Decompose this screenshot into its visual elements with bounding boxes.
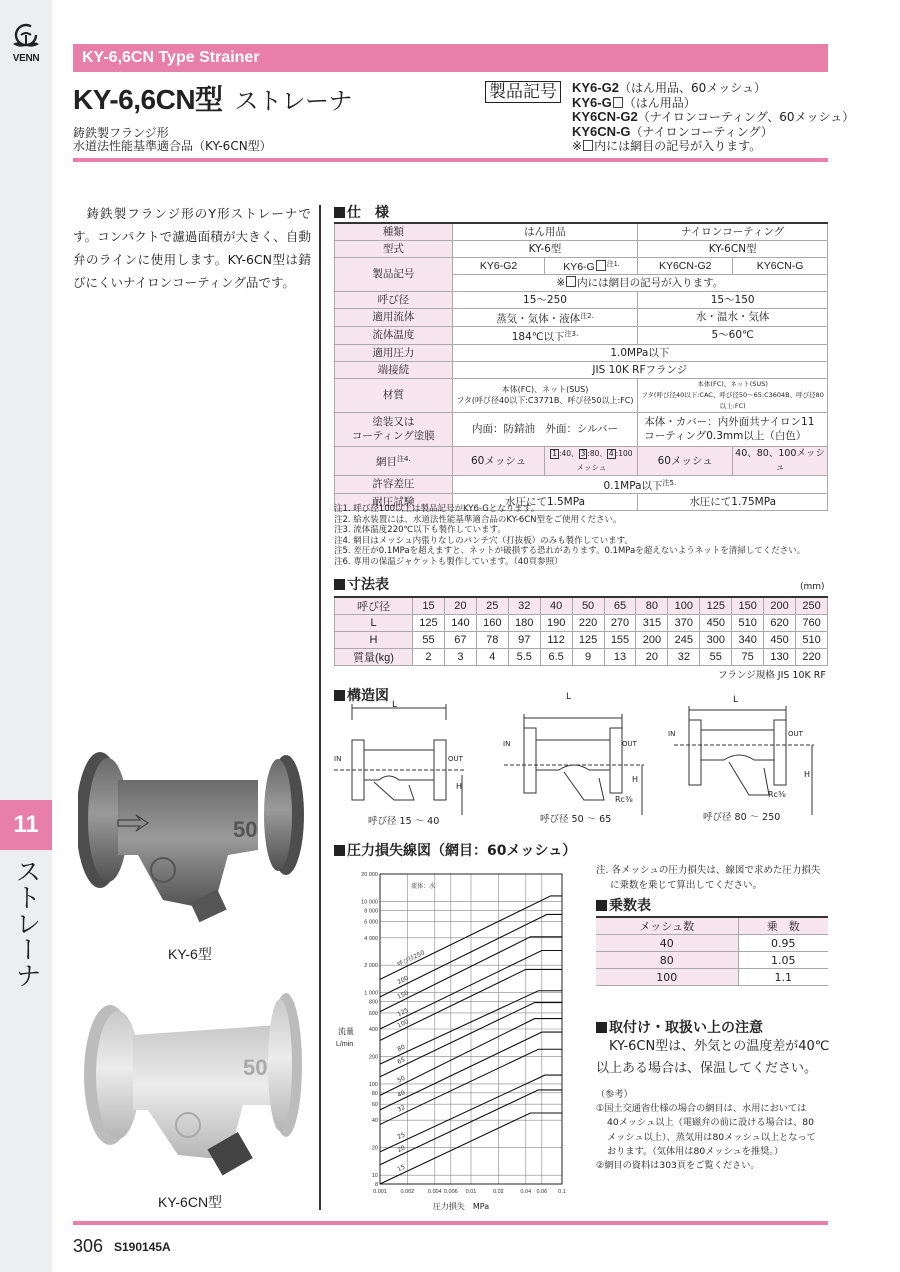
svg-text:1 000: 1 000 xyxy=(364,990,378,997)
table-row: 耐圧試験 水圧にて1.5MPa 水圧にて1.75MPa xyxy=(335,493,828,510)
intro-text: 鋳鉄製フランジ形のY形ストレーナです。コンパクトで濾過面積が大きく、自動弁のラインに使用します。KY-6CN型は錆びにくいナイロンコーティング品です。 xyxy=(73,206,311,290)
in-label: IN xyxy=(334,755,342,763)
header-divider xyxy=(73,158,828,162)
svg-text:0.01: 0.01 xyxy=(465,1189,477,1195)
dim-label-h: H xyxy=(632,775,639,784)
spec-section-title: 仕 様 xyxy=(334,205,389,221)
dim-label-l: L xyxy=(566,692,572,702)
note-item: 注1. 呼び径100以上は製品記号がKY6-Gとなります。 xyxy=(334,504,540,514)
venn-logo-icon xyxy=(11,22,41,52)
svg-text:150: 150 xyxy=(396,989,410,1001)
note-item: 注3. 流体温度220℃以下も製作しています。 xyxy=(334,525,506,536)
svg-text:400: 400 xyxy=(368,1027,378,1033)
svg-text:50: 50 xyxy=(396,1074,407,1085)
table-row: 製品記号 KY6-G2 KY6-G $^{注1.}$ KY6CN-G2 KY6CN-G xyxy=(335,257,828,274)
svg-text:20: 20 xyxy=(371,1145,378,1152)
title-sub: ストレーナ xyxy=(234,88,353,115)
document-code: S190145A xyxy=(114,1240,171,1254)
page-title xyxy=(73,78,352,118)
svg-text:600: 600 xyxy=(368,1010,378,1017)
svg-text:15: 15 xyxy=(396,1163,407,1174)
product-photo-ky6cn xyxy=(78,990,308,1185)
svg-text:8 000: 8 000 xyxy=(364,908,378,915)
photo-caption-ky6: KY-6型 xyxy=(168,946,212,962)
svg-text:2 000: 2 000 xyxy=(364,963,378,970)
spec-notes xyxy=(334,504,805,568)
table-row: 適用流体 蒸気・気体・液体$^{注2.}$ 水・温水・気体 xyxy=(335,308,828,326)
dim-label-l: L xyxy=(733,695,739,705)
table-row: 網目$^{注4.}$ 60メッシュ 1 :40、 3 :80、 4 :100メッシュ 60メッシュ 40、80、100メッシュ xyxy=(335,446,828,475)
table-row: L 125 140 160 180 190 220 270 315 370 450 510 620 760 xyxy=(335,615,828,632)
svg-text:0.1: 0.1 xyxy=(558,1189,566,1195)
placeholder-box-icon xyxy=(566,276,576,287)
footer-divider xyxy=(73,1221,828,1225)
dim-label-l: L xyxy=(392,700,398,710)
rc-label: Rc⅜ xyxy=(768,790,786,799)
svg-text:32: 32 xyxy=(396,1103,407,1114)
table-row: 質量(kg) 2 3 4 5.5 6.5 9 13 20 32 55 75 130 220 xyxy=(335,649,828,666)
svg-text:80: 80 xyxy=(371,1090,378,1097)
spec-table xyxy=(334,222,828,511)
chapter-label: ストレーナ xyxy=(11,858,41,988)
table-row: 40 0.95 xyxy=(596,935,828,952)
svg-text:200: 200 xyxy=(368,1054,378,1061)
svg-text:125: 125 xyxy=(396,1006,410,1019)
note-item: 注2. 給水装置には、水道法性能基準適合品のKY-6CN型をご使用ください。 xyxy=(334,514,622,525)
product-photo-ky6 xyxy=(78,745,308,935)
brand-logo xyxy=(6,22,46,64)
placeholder-box-icon xyxy=(583,140,593,151)
placeholder-box-icon xyxy=(613,97,623,108)
table-row: 流体温度 184℃以下$^{注3.}$ 5〜60℃ xyxy=(335,326,828,344)
drawing-large xyxy=(674,706,814,815)
flange-note: フランジ規格 JIS 10K RF xyxy=(718,670,826,681)
logo-text: VENN xyxy=(12,53,40,64)
drawing-caption-1: 呼び径 15 〜 40 xyxy=(368,816,440,827)
note-item: 注6. 専用の保温ジャケットも製作しています。（40頁参照） xyxy=(334,556,563,567)
in-label: IN xyxy=(668,730,676,738)
in-label: IN xyxy=(503,740,511,748)
table-header-row: 呼び径 15 20 25 32 40 50 65 80 100 125 150 200 250 xyxy=(335,597,828,615)
out-label: OUT xyxy=(788,730,803,738)
table-row: 型式 KY-6型 KY-6CN型 xyxy=(335,240,828,257)
svg-text:0.001: 0.001 xyxy=(373,1189,387,1195)
svg-text:0.002: 0.002 xyxy=(400,1189,415,1195)
product-code-item: KY6CN-G2（ナイロンコーティング、60メッシュ） xyxy=(572,109,855,124)
svg-text:0.004: 0.004 xyxy=(427,1189,442,1195)
product-code-item: KY6CN-G（ナイロンコーティング） xyxy=(572,123,773,139)
svg-text:80: 80 xyxy=(396,1043,407,1054)
pressure-loss-chart xyxy=(334,862,584,1217)
placeholder-box-icon xyxy=(596,260,606,271)
table-row: 種類 はん用品 ナイロンコーティング xyxy=(335,223,828,240)
svg-text:50: 50 xyxy=(233,817,258,842)
product-code-note: ※ 内には網目の記号が入ります。 xyxy=(572,139,762,153)
table-row: 材質 本体(FC)、ネット(SUS) フタ(呼び径40以下:C3771B、呼び径50以上:FC) 本体(FC)、ネット(SUS) フタ(呼び径40以下:CAC、呼び径50〜65:C3604B、呼び径80以上:FC) xyxy=(335,378,828,412)
svg-text:800: 800 xyxy=(368,999,378,1006)
rc-label: Rc⅜ xyxy=(615,795,633,804)
header-band: KY-6,6CN Type Strainer xyxy=(73,44,828,72)
svg-text:20 000: 20 000 xyxy=(361,872,378,878)
structure-drawings xyxy=(334,700,834,815)
column-divider xyxy=(319,205,321,1210)
drawing-small xyxy=(334,704,464,815)
svg-text:60: 60 xyxy=(371,1102,378,1109)
svg-text:65: 65 xyxy=(396,1056,407,1066)
table-row: 端接続 JIS 10K RFフランジ xyxy=(335,361,828,378)
svg-text:100: 100 xyxy=(368,1081,378,1088)
table-row: 呼び径 15〜250 15〜150 xyxy=(335,291,828,308)
caution-body: KY-6CN型は、外気との温度差が40℃以上ある場合は、保温してください。 xyxy=(596,1039,830,1076)
chart-section-title: 圧力損失線図（網目：60メッシュ） xyxy=(334,843,576,859)
svg-text:200: 200 xyxy=(396,974,410,986)
svg-text:8: 8 xyxy=(374,1182,378,1188)
svg-text:40: 40 xyxy=(371,1118,378,1125)
svg-text:0.04: 0.04 xyxy=(520,1189,532,1195)
chapter-number-tab[interactable]: 11 xyxy=(0,800,52,850)
multiplier-note: 注. 各メッシュの圧力損失は、線図で求めた圧力損失 に乗数を乗じて算出してください。 xyxy=(596,865,821,891)
dim-label-h: H xyxy=(456,782,463,791)
table-header-row: メッシュ数 乗 数 xyxy=(596,917,828,935)
reference-notes: （参考） ①国土交通省仕様の場合の網目は、水用においては 40メッシュ以上（電磁弁の前に設ける場合は、80 メッシュ以上）、蒸気用は80メッシュ以上となって おります。（気体用は80メッシュを推奨。） ②網目の資料は303頁をご覧ください。 xyxy=(596,1089,816,1172)
drawing-caption-3: 呼び径 80 〜 250 xyxy=(703,812,781,823)
product-code-item: KY6-G （はん用品） xyxy=(572,94,696,110)
svg-text:10: 10 xyxy=(371,1173,378,1180)
sidebar xyxy=(0,0,52,1272)
svg-text:25: 25 xyxy=(396,1131,407,1141)
table-row: ※ 内には網目の記号が入ります。 xyxy=(335,274,828,291)
note-item: 注5. 差圧が0.1MPaを超えますと、ネットが破損する恐れがあります。0.1MPaを超えないようネットを清掃してください。 xyxy=(334,546,806,557)
svg-text:流量: 流量 xyxy=(338,1027,354,1036)
svg-text:圧力損失 MPa: 圧力損失 MPa xyxy=(432,1202,490,1211)
svg-text:流体：水: 流体：水 xyxy=(411,883,436,891)
dimensions-table xyxy=(334,596,828,666)
table-row: 塗装又は コーティング塗膜 内面：防錆油 外面：シルバー 本体・カバー：内外面共ナイロン11 コーティング0.3mm以上（白色） xyxy=(335,412,828,446)
product-code-label: 製品記号 xyxy=(485,81,561,103)
svg-text:0.02: 0.02 xyxy=(493,1189,504,1195)
table-row: 適用圧力 1.0MPa以下 xyxy=(335,344,828,361)
subtitle-line-2: 水道法性能基準適合品（KY-6CN型） xyxy=(73,139,272,153)
dimensions-section-title: 寸法表 xyxy=(334,577,389,593)
dim-label-h: H xyxy=(804,770,811,779)
table-row: 許容差圧 0.1MPa以下$^{注5.}$ xyxy=(335,475,828,493)
svg-text:50: 50 xyxy=(243,1055,268,1080)
unit-label: (mm) xyxy=(800,582,825,592)
title-main: KY-6,6CN型 xyxy=(73,84,223,115)
svg-text:40: 40 xyxy=(396,1089,407,1099)
drawing-caption-2: 呼び径 50 〜 65 xyxy=(540,814,612,825)
svg-text:0.06: 0.06 xyxy=(536,1189,548,1195)
product-code-item: KY6-G2（はん用品、60メッシュ） xyxy=(572,80,766,95)
product-code-list xyxy=(572,81,854,154)
out-label: OUT xyxy=(448,755,463,763)
page-number: 306 xyxy=(73,1236,104,1256)
svg-text:20: 20 xyxy=(396,1144,407,1154)
multiplier-table xyxy=(596,916,828,986)
svg-text:100: 100 xyxy=(396,1018,410,1030)
svg-text:4 000: 4 000 xyxy=(364,935,378,942)
multiplier-section-title: 乗数表 xyxy=(596,898,651,914)
subtitle xyxy=(73,127,272,153)
svg-text:6 000: 6 000 xyxy=(364,919,378,926)
table-row: H 55 67 78 97 112 125 155 200 245 300 340 450 510 xyxy=(335,632,828,649)
caution-section-title: 取付け・取扱い上の注意 xyxy=(596,1020,763,1036)
svg-text:呼び径250: 呼び径250 xyxy=(396,949,426,969)
svg-text:L/min: L/min xyxy=(336,1041,354,1048)
note-item: 注4. 網目はメッシュ内張りなしのパンチ穴（打抜板）のみも製作しています。 xyxy=(334,535,633,546)
svg-text:10 000: 10 000 xyxy=(361,899,378,906)
out-label: OUT xyxy=(622,740,637,748)
table-row: 80 1.05 xyxy=(596,952,828,969)
photo-caption-ky6cn: KY-6CN型 xyxy=(158,1194,223,1210)
drawings-section-title: 構造図 xyxy=(334,688,389,704)
subtitle-line-1: 鋳鉄製フランジ形 xyxy=(73,126,169,140)
table-row: 100 1.1 xyxy=(596,969,828,986)
svg-text:0.006: 0.006 xyxy=(443,1189,458,1195)
